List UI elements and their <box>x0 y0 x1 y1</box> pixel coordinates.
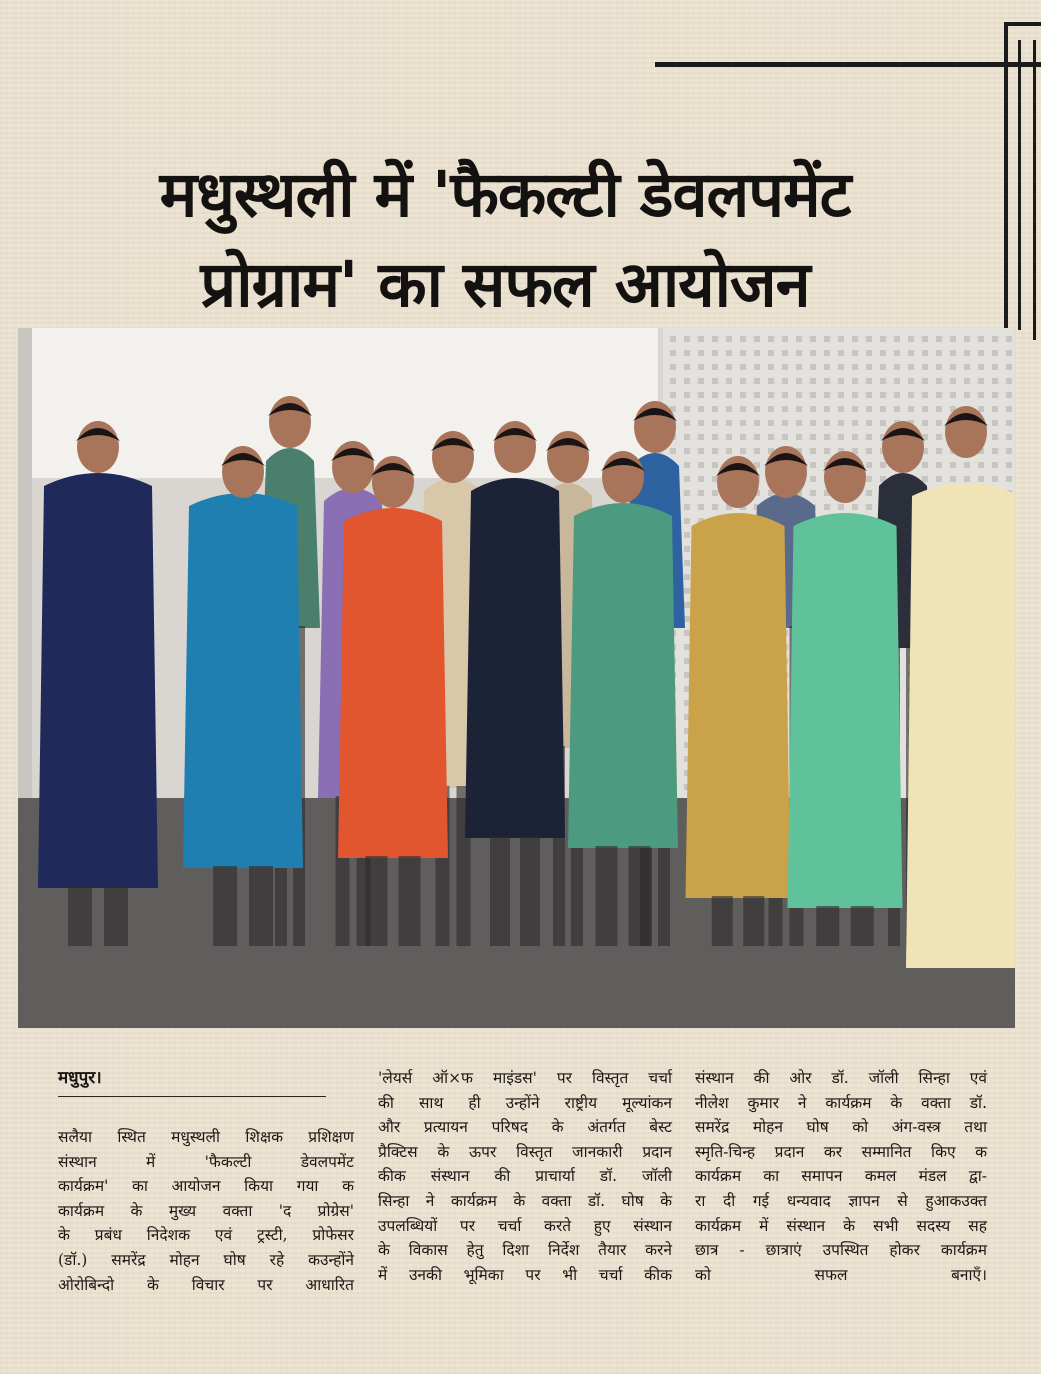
text-line: में उनकी भूमिका पर भी चर्चा कीक <box>378 1265 672 1284</box>
text-line: कार्यक्रम' का आयोजन किया गया क <box>58 1177 354 1196</box>
column-2-text <box>378 1066 672 1287</box>
article-column-2 <box>378 1066 672 1356</box>
text-line: और प्रत्यायन परिषद के अंतर्गत बेस्ट <box>378 1118 672 1137</box>
headline-line-2: प्रोग्राम' का सफल आयोजन <box>200 248 810 321</box>
dateline: मधुपुर। <box>58 1066 326 1097</box>
frame-rule-horizontal <box>655 62 1041 67</box>
text-line: कीक संस्थान की प्राचार्या डॉ. जॉली <box>378 1167 672 1186</box>
frame-rule-top <box>1004 22 1041 26</box>
text-line: नीलेश कुमार ने कार्यक्रम के वक्ता डॉ. <box>695 1093 987 1112</box>
person-woman-navy-saree <box>38 421 158 946</box>
text-line last: को सफल बनाएँ। <box>695 1265 987 1284</box>
person-woman-mustard-saree <box>686 456 791 946</box>
text-line: के विकास हेतु दिशा निर्देश तैयार करने <box>378 1241 672 1260</box>
text-line: उपलब्धियों पर चर्चा करते हुए संस्थान <box>378 1216 672 1235</box>
group-photo <box>18 328 1015 1028</box>
text-line: (डॉ.) समरेंद्र मोहन घोष रहे कउन्होंने <box>58 1250 354 1269</box>
text-line: संस्थान में 'फैकल्टी डेवलपमेंट <box>58 1152 354 1171</box>
text-line: रा दी गई धन्यवाद ज्ञापन से हुआकउक्त <box>695 1191 987 1210</box>
text-line: छात्र - छात्राएं उपस्थित होकर कार्यक्रम <box>695 1241 987 1260</box>
person-woman-mint-suit <box>788 451 903 946</box>
text-line: 'लेयर्स ऑ×फ माइंडस' पर विस्तृत चर्चा <box>378 1069 672 1087</box>
column-1-text <box>58 1125 354 1297</box>
group-photo-illustration <box>18 328 1015 1028</box>
article-column-3 <box>695 1066 987 1356</box>
text-line: समरेंद्र मोहन घोष को अंग-वस्त्र तथा <box>695 1118 987 1137</box>
headline-line-1: मधुस्थली में 'फैकल्टी डेवलपमेंट <box>159 158 851 231</box>
frame-rule-vertical-3 <box>1033 40 1036 340</box>
article-column-1 <box>58 1066 354 1356</box>
text-line: सिन्हा ने कार्यक्रम के वक्ता डॉ. घोष के <box>378 1191 672 1210</box>
text-line: स्मृति-चिन्ह प्रदान कर सम्मानित किए क <box>695 1142 987 1161</box>
text-line: संस्थान की ओर डॉ. जॉली सिन्हा एवं <box>695 1069 987 1087</box>
text-line: सलैया स्थित मधुस्थली शिक्षक प्रशिक्षण <box>58 1128 354 1146</box>
headline <box>30 150 980 330</box>
column-3-text <box>695 1066 987 1287</box>
text-line: कार्यक्रम के मुख्य वक्ता 'द प्रोग्रेस' <box>58 1201 354 1220</box>
text-line: की साथ ही उन्होंने राष्ट्रीय मूल्यांकन <box>378 1093 672 1112</box>
text-line: प्रैक्टिस के ऊपर विस्तृत जानकारी प्रदान <box>378 1142 672 1161</box>
text-line: कार्यक्रम में संस्थान के सभी सदस्य सह <box>695 1216 987 1235</box>
text-line: के प्रबंध निदेशक एवं ट्रस्टी, प्रोफेसर <box>58 1226 354 1245</box>
frame-rule-vertical-2 <box>1018 40 1021 330</box>
frame-rule-vertical <box>1004 22 1008 352</box>
text-line: कार्यक्रम का समापन कमल मंडल द्वा- <box>695 1167 987 1186</box>
text-line: ओरोबिन्दो के विचार पर आधारित <box>58 1275 354 1294</box>
